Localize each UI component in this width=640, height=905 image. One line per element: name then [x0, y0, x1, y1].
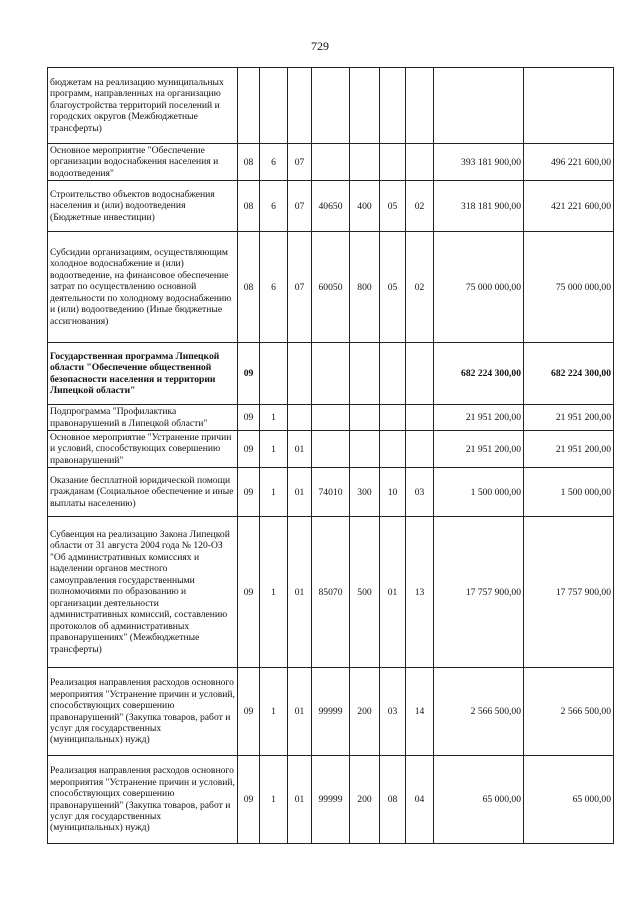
cell-code-5: 200 — [350, 756, 380, 844]
cell-code-2: 6 — [260, 181, 288, 232]
cell-code-3: 07 — [288, 181, 312, 232]
table-row — [48, 68, 614, 144]
cell-code-3: 07 — [288, 144, 312, 181]
cell-code-7 — [406, 343, 434, 405]
cell-amount-2: 2 566 500,00 — [524, 668, 614, 756]
cell-amount-1: 682 224 300,00 — [434, 343, 524, 405]
cell-code-1: 09 — [238, 405, 260, 431]
cell-code-6: 01 — [380, 517, 406, 668]
table-row — [48, 468, 614, 517]
cell-code-5 — [350, 405, 380, 431]
cell-name: Реализация направления расходов основного мероприятия "Устранение причин и условий, способствующих совершению правонарушений" (Закупка товаров, работ и услуг для государственных (муниципальных) нужд) — [48, 668, 238, 756]
cell-code-6: 08 — [380, 756, 406, 844]
cell-code-1: 09 — [238, 343, 260, 405]
cell-code-1: 09 — [238, 517, 260, 668]
table-row — [48, 431, 614, 468]
cell-code-1: 08 — [238, 181, 260, 232]
cell-name: Основное мероприятие "Обеспечение организации водоснабжения населения и водоотведения" — [48, 144, 238, 181]
cell-code-4 — [312, 144, 350, 181]
cell-amount-2: 65 000,00 — [524, 756, 614, 844]
cell-code-7: 04 — [406, 756, 434, 844]
table-row — [48, 232, 614, 343]
cell-code-5 — [350, 144, 380, 181]
cell-amount-2: 496 221 600,00 — [524, 144, 614, 181]
cell-code-6: 05 — [380, 181, 406, 232]
cell-amount-1: 21 951 200,00 — [434, 431, 524, 468]
cell-name: Подпрограмма "Профилактика правонарушений в Липецкой области" — [48, 405, 238, 431]
cell-amount-1: 2 566 500,00 — [434, 668, 524, 756]
cell-code-4 — [312, 68, 350, 144]
budget-table — [47, 67, 614, 844]
cell-name: бюджетам на реализацию муниципальных программ, направленных на организацию благоустройства территорий поселений и городских округов (Межбюджетные трансферты) — [48, 68, 238, 144]
cell-code-4: 40650 — [312, 181, 350, 232]
table-row — [48, 343, 614, 405]
cell-amount-1 — [434, 68, 524, 144]
cell-amount-2: 21 951 200,00 — [524, 405, 614, 431]
cell-code-7: 02 — [406, 181, 434, 232]
cell-code-3: 01 — [288, 468, 312, 517]
table-row — [48, 181, 614, 232]
cell-code-5: 800 — [350, 232, 380, 343]
cell-code-2: 1 — [260, 468, 288, 517]
cell-amount-2: 1 500 000,00 — [524, 468, 614, 517]
cell-amount-1: 75 000 000,00 — [434, 232, 524, 343]
cell-code-5: 200 — [350, 668, 380, 756]
cell-code-3: 01 — [288, 668, 312, 756]
cell-code-4 — [312, 405, 350, 431]
cell-code-4: 85070 — [312, 517, 350, 668]
cell-name: Субсидии организациям, осуществляющим холодное водоснабжение и (или) водоотведение, на финансовое обеспечение затрат по осуществлению основной деятельности по холодному водоснабжению и (или) водоотведению (Иные бюджетные ассигнования) — [48, 232, 238, 343]
cell-code-5 — [350, 343, 380, 405]
cell-amount-2: 21 951 200,00 — [524, 431, 614, 468]
cell-code-7 — [406, 144, 434, 181]
cell-code-3 — [288, 405, 312, 431]
table-row — [48, 517, 614, 668]
cell-code-2: 1 — [260, 431, 288, 468]
cell-code-7: 02 — [406, 232, 434, 343]
cell-code-3: 07 — [288, 232, 312, 343]
cell-code-1: 08 — [238, 144, 260, 181]
cell-code-2: 1 — [260, 517, 288, 668]
cell-amount-2: 421 221 600,00 — [524, 181, 614, 232]
cell-code-4: 99999 — [312, 668, 350, 756]
cell-code-5: 500 — [350, 517, 380, 668]
cell-name: Государственная программа Липецкой области "Обеспечение общественной безопасности населения и территории Липецкой области" — [48, 343, 238, 405]
cell-code-1: 09 — [238, 431, 260, 468]
cell-code-6: 10 — [380, 468, 406, 517]
cell-amount-2: 682 224 300,00 — [524, 343, 614, 405]
table-row — [48, 144, 614, 181]
cell-amount-1: 21 951 200,00 — [434, 405, 524, 431]
cell-code-1: 08 — [238, 232, 260, 343]
cell-code-2: 1 — [260, 668, 288, 756]
cell-amount-2 — [524, 68, 614, 144]
cell-code-7: 13 — [406, 517, 434, 668]
cell-code-7 — [406, 405, 434, 431]
cell-code-4 — [312, 343, 350, 405]
cell-code-6 — [380, 343, 406, 405]
cell-name: Реализация направления расходов основного мероприятия "Устранение причин и условий, способствующих совершению правонарушений" (Закупка товаров, работ и услуг для государственных (муниципальных) нужд) — [48, 756, 238, 844]
cell-name: Субвенция на реализацию Закона Липецкой области от 31 августа 2004 года № 120-ОЗ "Об административных комиссиях и наделении органов местного самоуправления государственными полномочиями по образованию и организации деятельности административных комиссий, составлению протоколов об административных правонарушениях" (Межбюджетные трансферты) — [48, 517, 238, 668]
cell-code-7 — [406, 431, 434, 468]
cell-code-2: 6 — [260, 144, 288, 181]
cell-code-6: 05 — [380, 232, 406, 343]
cell-amount-2: 75 000 000,00 — [524, 232, 614, 343]
cell-name: Основное мероприятие "Устранение причин и условий, способствующих совершению правонарушений" — [48, 431, 238, 468]
cell-code-3 — [288, 343, 312, 405]
page-number: 729 — [311, 39, 329, 53]
cell-code-1: 09 — [238, 668, 260, 756]
cell-code-5: 300 — [350, 468, 380, 517]
cell-code-5 — [350, 68, 380, 144]
cell-code-6 — [380, 144, 406, 181]
table-row — [48, 405, 614, 431]
cell-code-2 — [260, 343, 288, 405]
cell-code-7 — [406, 68, 434, 144]
cell-code-6: 03 — [380, 668, 406, 756]
cell-code-6 — [380, 405, 406, 431]
table-row — [48, 668, 614, 756]
cell-code-2 — [260, 68, 288, 144]
cell-code-5 — [350, 431, 380, 468]
cell-code-3: 01 — [288, 517, 312, 668]
cell-code-6 — [380, 431, 406, 468]
cell-name: Строительство объектов водоснабжения населения и (или) водоотведения (Бюджетные инвестиции) — [48, 181, 238, 232]
cell-code-4: 60050 — [312, 232, 350, 343]
cell-code-1: 09 — [238, 756, 260, 844]
cell-code-3: 01 — [288, 756, 312, 844]
cell-amount-1: 17 757 900,00 — [434, 517, 524, 668]
cell-code-6 — [380, 68, 406, 144]
cell-code-2: 1 — [260, 756, 288, 844]
cell-code-7: 14 — [406, 668, 434, 756]
cell-code-4: 74010 — [312, 468, 350, 517]
table-row — [48, 756, 614, 844]
cell-amount-1: 65 000,00 — [434, 756, 524, 844]
cell-code-5: 400 — [350, 181, 380, 232]
cell-amount-1: 393 181 900,00 — [434, 144, 524, 181]
cell-amount-1: 318 181 900,00 — [434, 181, 524, 232]
cell-code-7: 03 — [406, 468, 434, 517]
cell-code-4: 99999 — [312, 756, 350, 844]
cell-code-2: 6 — [260, 232, 288, 343]
cell-amount-2: 17 757 900,00 — [524, 517, 614, 668]
cell-amount-1: 1 500 000,00 — [434, 468, 524, 517]
cell-code-3: 01 — [288, 431, 312, 468]
cell-name: Оказание бесплатной юридической помощи гражданам (Социальное обеспечение и иные выплаты населению) — [48, 468, 238, 517]
cell-code-4 — [312, 431, 350, 468]
cell-code-3 — [288, 68, 312, 144]
cell-code-1: 09 — [238, 468, 260, 517]
cell-code-2: 1 — [260, 405, 288, 431]
cell-code-1 — [238, 68, 260, 144]
